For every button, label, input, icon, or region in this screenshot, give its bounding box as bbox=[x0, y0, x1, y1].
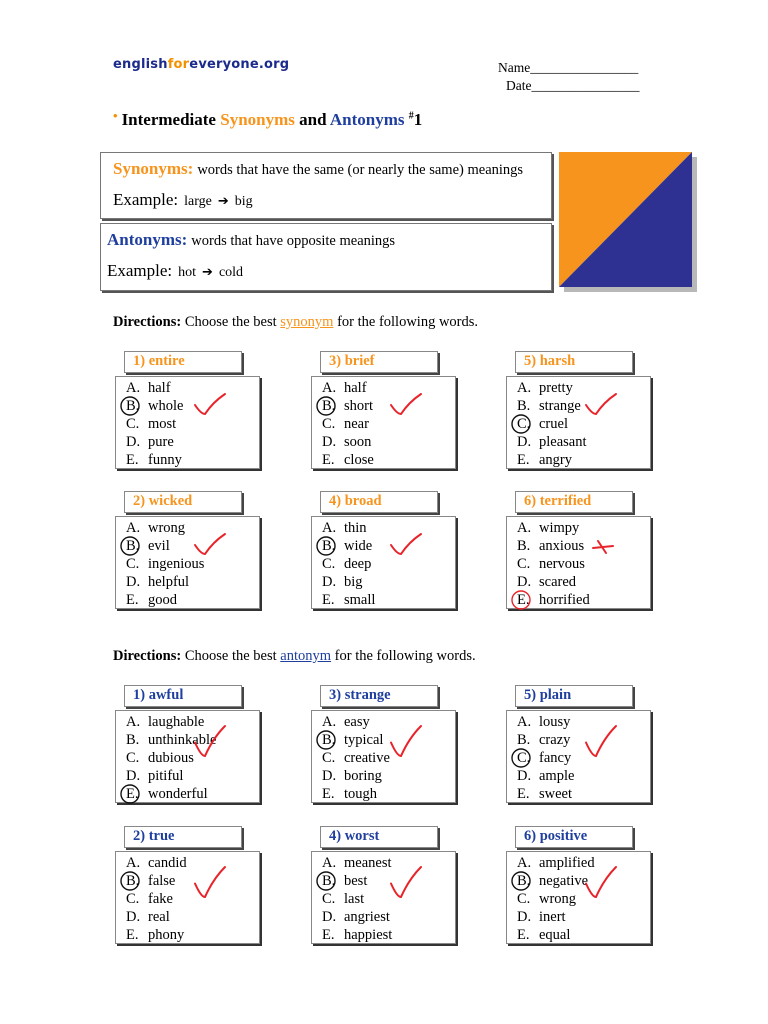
option-letter: C. bbox=[322, 750, 336, 766]
answer-option[interactable] bbox=[517, 537, 650, 555]
option-word: fake bbox=[148, 891, 173, 907]
option-word: last bbox=[344, 891, 365, 907]
antonym-keyword: antonym bbox=[280, 648, 332, 664]
antonyms-term: Antonyms: bbox=[107, 230, 188, 249]
option-word: happiest bbox=[344, 927, 393, 943]
answer-option[interactable] bbox=[126, 731, 259, 749]
option-letter: A. bbox=[126, 855, 141, 871]
answer-option[interactable] bbox=[322, 397, 455, 415]
arrow-right-icon: ➔ bbox=[217, 194, 229, 209]
answer-option[interactable] bbox=[322, 555, 455, 573]
antonym-options-box bbox=[506, 710, 651, 803]
option-letter: A. bbox=[126, 714, 141, 730]
option-word: soon bbox=[344, 434, 372, 450]
option-letter: A. bbox=[126, 520, 141, 536]
option-letter: D. bbox=[517, 574, 532, 590]
answer-option[interactable] bbox=[517, 908, 650, 926]
answer-option[interactable] bbox=[322, 537, 455, 555]
option-letter: E. bbox=[517, 452, 530, 468]
option-letter: D. bbox=[322, 574, 337, 590]
option-word: big bbox=[344, 574, 363, 590]
option-word: wimpy bbox=[539, 520, 580, 536]
option-letter: A. bbox=[517, 380, 532, 396]
option-word: pure bbox=[148, 434, 174, 450]
option-letter: C. bbox=[517, 556, 531, 572]
option-letter: E. bbox=[517, 592, 530, 608]
synonym-options-box bbox=[115, 516, 260, 609]
option-letter: C. bbox=[126, 750, 140, 766]
option-letter: C. bbox=[126, 556, 140, 572]
answer-option[interactable] bbox=[322, 713, 455, 731]
answer-option[interactable] bbox=[322, 872, 455, 890]
answer-option[interactable] bbox=[126, 433, 259, 451]
option-letter: C. bbox=[517, 416, 531, 432]
option-word: whole bbox=[148, 398, 184, 414]
answer-option[interactable] bbox=[126, 537, 259, 555]
antonym-options-box bbox=[311, 851, 456, 944]
answer-option[interactable] bbox=[322, 854, 455, 872]
option-word: funny bbox=[148, 452, 182, 468]
answer-option[interactable] bbox=[517, 379, 650, 397]
option-letter: D. bbox=[517, 768, 532, 784]
option-letter: E. bbox=[322, 452, 335, 468]
answer-option[interactable] bbox=[517, 749, 650, 767]
option-word: best bbox=[344, 873, 368, 889]
answer-option[interactable] bbox=[517, 451, 650, 469]
antonyms-meaning: words that have opposite meanings bbox=[191, 233, 396, 249]
option-word: crazy bbox=[539, 732, 571, 748]
option-word: wide bbox=[344, 538, 373, 554]
option-word: real bbox=[148, 909, 170, 925]
answer-option[interactable] bbox=[322, 591, 455, 609]
answer-option[interactable] bbox=[322, 926, 455, 944]
option-letter: A. bbox=[517, 855, 532, 871]
synonym-question-head: 4) broad bbox=[320, 491, 438, 513]
answer-option[interactable] bbox=[126, 890, 259, 908]
answer-option[interactable] bbox=[517, 555, 650, 573]
synonym-question-head: 1) entire bbox=[124, 351, 242, 373]
option-letter: B. bbox=[126, 398, 140, 414]
option-letter: A. bbox=[322, 714, 337, 730]
option-word: half bbox=[148, 380, 171, 396]
answer-option[interactable] bbox=[517, 767, 650, 785]
answer-option[interactable] bbox=[517, 415, 650, 433]
answer-option[interactable] bbox=[322, 573, 455, 591]
option-letter: D. bbox=[322, 909, 337, 925]
option-word: tough bbox=[344, 786, 378, 802]
option-word: typical bbox=[344, 732, 384, 748]
option-letter: C. bbox=[126, 891, 140, 907]
option-letter: B. bbox=[322, 538, 336, 554]
option-word: wrong bbox=[539, 891, 577, 907]
antonym-question-head: 4) worst bbox=[320, 826, 438, 848]
option-word: nervous bbox=[539, 556, 585, 572]
option-word: wonderful bbox=[148, 786, 208, 802]
synonym-question-head: 5) harsh bbox=[515, 351, 633, 373]
option-word: strange bbox=[539, 398, 581, 414]
antonyms-definition-box bbox=[100, 223, 552, 291]
answer-option[interactable] bbox=[126, 591, 259, 609]
option-letter: C. bbox=[322, 556, 336, 572]
option-word: thin bbox=[344, 520, 367, 536]
option-letter: B. bbox=[126, 873, 140, 889]
synonym-options-box bbox=[506, 516, 651, 609]
answer-option[interactable] bbox=[126, 451, 259, 469]
answer-option[interactable] bbox=[126, 519, 259, 537]
option-letter: D. bbox=[517, 434, 532, 450]
answer-option[interactable] bbox=[322, 379, 455, 397]
answer-option[interactable] bbox=[126, 749, 259, 767]
synonym-question-head: 3) brief bbox=[320, 351, 438, 373]
antonym-question-head: 2) true bbox=[124, 826, 242, 848]
answer-option[interactable] bbox=[126, 767, 259, 785]
synonym-antonym-graphic bbox=[559, 152, 692, 287]
option-letter: B. bbox=[322, 732, 336, 748]
answer-option[interactable] bbox=[126, 555, 259, 573]
option-letter: B. bbox=[517, 398, 531, 414]
answer-option[interactable] bbox=[517, 397, 650, 415]
option-word: evil bbox=[148, 538, 170, 554]
synonym-question-head: 6) terrified bbox=[515, 491, 633, 513]
answer-option[interactable] bbox=[126, 872, 259, 890]
antonyms-example: Example: hot ➔ cold bbox=[107, 261, 244, 280]
option-word: false bbox=[148, 873, 176, 889]
option-letter: C. bbox=[517, 750, 531, 766]
option-word: pretty bbox=[539, 380, 573, 396]
answer-option[interactable] bbox=[517, 731, 650, 749]
option-word: creative bbox=[344, 750, 390, 766]
answer-option[interactable] bbox=[517, 433, 650, 451]
antonym-question-head: 1) awful bbox=[124, 685, 242, 707]
answer-option[interactable] bbox=[517, 890, 650, 908]
answer-option[interactable] bbox=[322, 415, 455, 433]
option-word: short bbox=[344, 398, 373, 414]
answer-option[interactable] bbox=[517, 854, 650, 872]
option-letter: D. bbox=[126, 434, 141, 450]
option-letter: C. bbox=[322, 416, 336, 432]
option-word: helpful bbox=[148, 574, 190, 590]
answer-option[interactable] bbox=[126, 908, 259, 926]
option-word: pitiful bbox=[148, 768, 184, 784]
synonym-options-box bbox=[311, 516, 456, 609]
synonym-options-box bbox=[311, 376, 456, 469]
date-line: Date________________ bbox=[506, 78, 640, 93]
answer-option[interactable] bbox=[126, 785, 259, 803]
answer-option[interactable] bbox=[126, 397, 259, 415]
option-word: phony bbox=[148, 927, 185, 943]
option-letter: A. bbox=[322, 855, 337, 871]
option-word: negative bbox=[539, 873, 589, 889]
answer-option[interactable] bbox=[322, 451, 455, 469]
synonym-options-box bbox=[115, 376, 260, 469]
option-word: most bbox=[148, 416, 177, 432]
option-word: anxious bbox=[539, 538, 585, 554]
option-letter: E. bbox=[126, 786, 139, 802]
option-letter: B. bbox=[322, 398, 336, 414]
option-word: near bbox=[344, 416, 369, 432]
option-letter: E. bbox=[517, 927, 530, 943]
synonyms-definition-box bbox=[100, 152, 552, 219]
antonym-options-box bbox=[506, 851, 651, 944]
option-word: boring bbox=[344, 768, 382, 784]
option-letter: B. bbox=[126, 732, 140, 748]
option-letter: E. bbox=[126, 592, 139, 608]
option-word: deep bbox=[344, 556, 372, 572]
antonym-options-box bbox=[311, 710, 456, 803]
option-letter: B. bbox=[322, 873, 336, 889]
answer-option[interactable] bbox=[126, 379, 259, 397]
name-line: Name________________ bbox=[498, 60, 639, 75]
answer-option[interactable] bbox=[126, 415, 259, 433]
option-letter: C. bbox=[126, 416, 140, 432]
answer-option[interactable] bbox=[517, 785, 650, 803]
option-letter: A. bbox=[322, 520, 337, 536]
option-letter: E. bbox=[322, 927, 335, 943]
option-letter: D. bbox=[322, 768, 337, 784]
option-word: dubious bbox=[148, 750, 194, 766]
option-word: angry bbox=[539, 452, 573, 468]
answer-option[interactable] bbox=[322, 767, 455, 785]
option-word: candid bbox=[148, 855, 187, 871]
title-bullet: • bbox=[113, 108, 118, 123]
option-letter: A. bbox=[126, 380, 141, 396]
option-letter: A. bbox=[517, 520, 532, 536]
answer-option[interactable] bbox=[322, 433, 455, 451]
option-letter: C. bbox=[322, 891, 336, 907]
answer-option[interactable] bbox=[322, 908, 455, 926]
option-word: scared bbox=[539, 574, 577, 590]
option-letter: B. bbox=[517, 538, 531, 554]
option-letter: A. bbox=[322, 380, 337, 396]
synonym-keyword: synonym bbox=[280, 314, 334, 330]
option-word: half bbox=[344, 380, 367, 396]
answer-option[interactable] bbox=[517, 573, 650, 591]
option-word: ample bbox=[539, 768, 575, 784]
option-letter: C. bbox=[517, 891, 531, 907]
option-word: ingenious bbox=[148, 556, 205, 572]
option-letter: D. bbox=[517, 909, 532, 925]
synonyms-meaning: words that have the same (or nearly the same) meanings bbox=[197, 162, 524, 178]
option-letter: E. bbox=[126, 452, 139, 468]
option-letter: B. bbox=[517, 732, 531, 748]
option-word: meanest bbox=[344, 855, 392, 871]
option-word: equal bbox=[539, 927, 571, 943]
option-letter: D. bbox=[126, 574, 141, 590]
antonym-question-head: 6) positive bbox=[515, 826, 633, 848]
arrow-right-icon: ➔ bbox=[202, 265, 213, 280]
answer-option[interactable] bbox=[322, 785, 455, 803]
option-word: laughable bbox=[148, 714, 205, 730]
answer-option[interactable] bbox=[322, 519, 455, 537]
option-word: horrified bbox=[539, 592, 590, 608]
answer-option[interactable] bbox=[322, 749, 455, 767]
answer-option[interactable] bbox=[126, 573, 259, 591]
option-letter: B. bbox=[517, 873, 531, 889]
option-word: easy bbox=[344, 714, 370, 730]
option-word: fancy bbox=[539, 750, 572, 766]
option-letter: D. bbox=[126, 768, 141, 784]
option-word: amplified bbox=[539, 855, 595, 871]
option-letter: E. bbox=[517, 786, 530, 802]
option-letter: E. bbox=[322, 592, 335, 608]
site-logo: englishforeveryone.org bbox=[113, 57, 290, 72]
page-title: • Intermediate Synonyms and Antonyms #1 bbox=[113, 108, 423, 129]
synonyms-term: Synonyms: bbox=[113, 159, 194, 178]
option-letter: D. bbox=[126, 909, 141, 925]
synonyms-example: Example: large ➔ big bbox=[113, 190, 253, 209]
option-letter: E. bbox=[126, 927, 139, 943]
answer-option[interactable] bbox=[517, 926, 650, 944]
antonym-directions: Directions: Choose the best antonym for the following words. bbox=[113, 648, 476, 664]
answer-option[interactable] bbox=[126, 713, 259, 731]
option-letter: D. bbox=[322, 434, 337, 450]
answer-option[interactable] bbox=[322, 890, 455, 908]
option-word: pleasant bbox=[539, 434, 587, 450]
answer-option[interactable] bbox=[517, 713, 650, 731]
synonym-question-head: 2) wicked bbox=[124, 491, 242, 513]
option-letter: A. bbox=[517, 714, 532, 730]
answer-option[interactable] bbox=[126, 854, 259, 872]
antonym-question-head: 5) plain bbox=[515, 685, 633, 707]
synonym-options-box bbox=[506, 376, 651, 469]
option-letter: E. bbox=[322, 786, 335, 802]
answer-option[interactable] bbox=[126, 926, 259, 944]
answer-option[interactable] bbox=[322, 731, 455, 749]
synonym-directions: Directions: Choose the best synonym for the following words. bbox=[113, 314, 479, 330]
answer-option[interactable] bbox=[517, 591, 650, 609]
option-word: sweet bbox=[539, 786, 573, 802]
option-word: wrong bbox=[148, 520, 186, 536]
option-word: lousy bbox=[539, 714, 571, 730]
option-word: inert bbox=[539, 909, 566, 925]
option-letter: B. bbox=[126, 538, 140, 554]
option-word: angriest bbox=[344, 909, 390, 925]
option-word: unthinkable bbox=[148, 732, 217, 748]
option-word: cruel bbox=[539, 416, 568, 432]
answer-option[interactable] bbox=[517, 519, 650, 537]
option-word: good bbox=[148, 592, 177, 608]
antonym-options-box bbox=[115, 710, 260, 803]
option-word: close bbox=[344, 452, 374, 468]
site-logo-for: for bbox=[167, 57, 190, 72]
answer-option[interactable] bbox=[517, 872, 650, 890]
option-word: small bbox=[344, 592, 376, 608]
antonym-question-head: 3) strange bbox=[320, 685, 438, 707]
antonym-options-box bbox=[115, 851, 260, 944]
